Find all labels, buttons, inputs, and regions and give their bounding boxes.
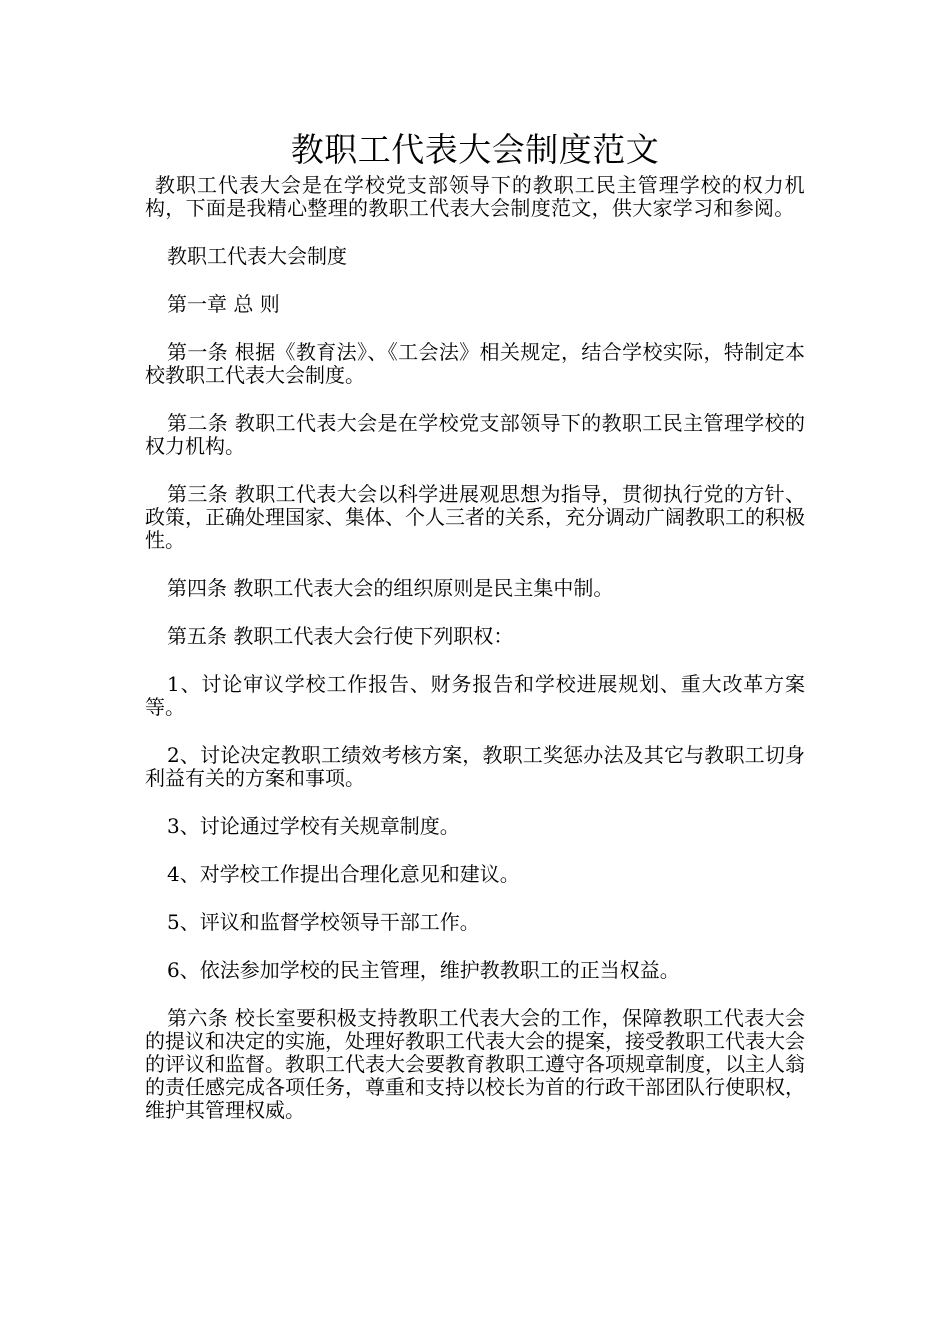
- paragraph-gap: [145, 458, 805, 483]
- paragraph-gap: [145, 886, 805, 911]
- list-item-3: 3、讨论通过学校有关规章制度。: [167, 814, 460, 838]
- intro-paragraph: 教职工代表大会是在学校党支部领导下的教职工民主管理学校的权力机构，下面是我精心整理的教职工代表大会制度范文，供大家学习和参阅。: [145, 173, 805, 220]
- article-5: 第五条 教职工代表大会行使下列职权：: [167, 624, 514, 648]
- article-1: 第一条 根据《教育法》、《工会法》相关规定，结合学校实际，特制定本校教职工代表大会制度。: [145, 340, 805, 387]
- section-heading: 教职工代表大会制度: [167, 244, 347, 268]
- paragraph-gap: [145, 790, 805, 815]
- document-page: [145, 128, 805, 1122]
- list-item-2: 2、讨论决定教职工绩效考核方案，教职工奖惩办法及其它与教职工切身利益有关的方案和事项。: [145, 743, 805, 790]
- paragraph-gap: [145, 268, 805, 293]
- article-3: 第三条 教职工代表大会以科学进展观思想为指导，贯彻执行党的方针、政策，正确处理国家、集体、个人三者的关系，充分调动广阔教职工的积极性。: [145, 482, 805, 552]
- article-4: 第四条 教职工代表大会的组织原则是民主集中制。: [167, 576, 614, 600]
- paragraph-gap: [145, 387, 805, 412]
- paragraph-gap: [145, 838, 805, 863]
- paragraph-gap: [145, 648, 805, 673]
- list-item-1: 1、讨论审议学校工作报告、财务报告和学校进展规划、重大改革方案等。: [145, 672, 805, 719]
- list-item-4: 4、对学校工作提出合理化意见和建议。: [167, 862, 520, 886]
- paragraph-gap: [145, 934, 805, 959]
- paragraph-gap: [145, 316, 805, 341]
- paragraph-gap: [145, 719, 805, 744]
- article-2: 第二条 教职工代表大会是在学校党支部领导下的教职工民主管理学校的权力机构。: [145, 411, 805, 458]
- document-title: 教职工代表大会制度范文: [290, 130, 660, 169]
- paragraph-gap: [145, 220, 805, 245]
- list-item-6: 6、依法参加学校的民主管理，维护教教职工的正当权益。: [167, 958, 680, 982]
- paragraph-gap: [145, 552, 805, 577]
- article-6: 第六条 校长室要积极支持教职工代表大会的工作，保障教职工代表大会的提议和决定的实施，处理好教职工代表大会的提案，接受教职工代表大会的评议和监督。教职工代表大会要教育教职工遵守各项规章制度，以主人翁的责任感完成各项任务，尊重和支持以校长为首的行政干部团队行使职权，维护其管理权威。: [145, 1006, 805, 1122]
- list-item-5: 5、评议和监督学校领导干部工作。: [167, 910, 480, 934]
- paragraph-gap: [145, 600, 805, 625]
- paragraph-gap: [145, 982, 805, 1007]
- chapter-heading: 第一章 总 则: [167, 292, 280, 316]
